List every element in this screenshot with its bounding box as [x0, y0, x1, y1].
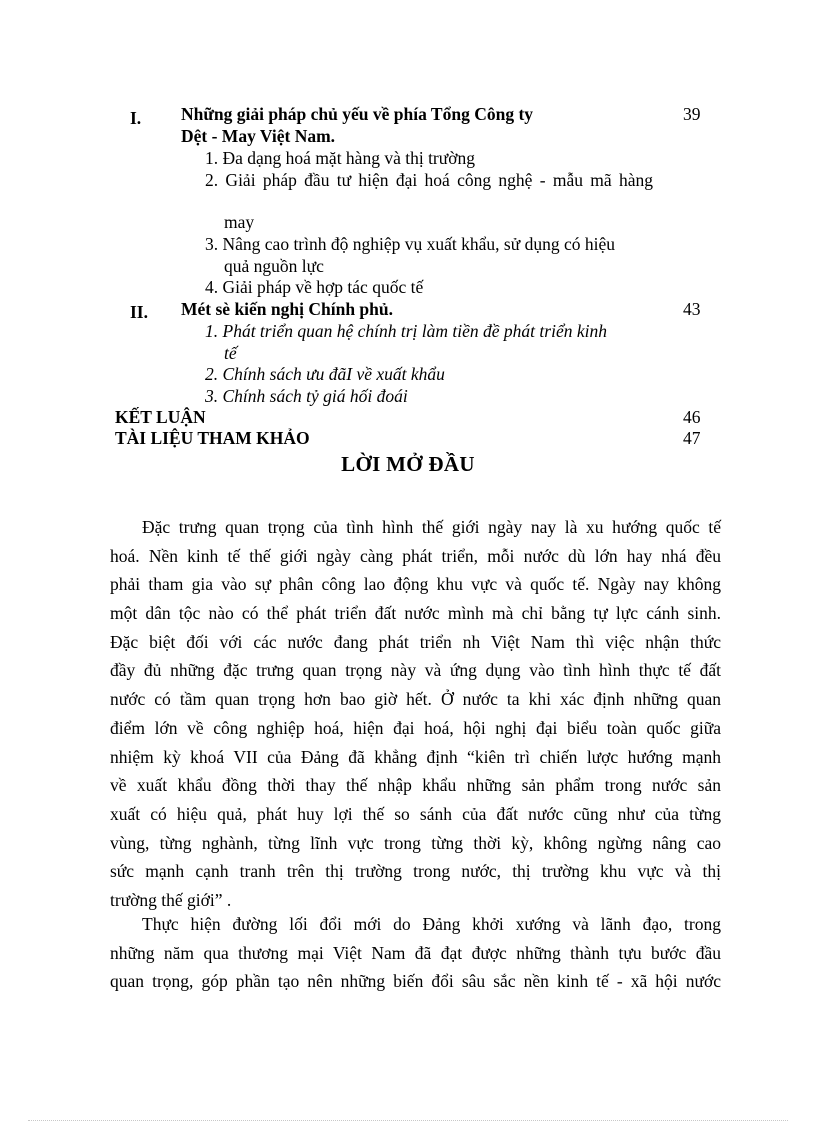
section-1-numeral: I. — [130, 108, 142, 128]
paragraph-line: sức mạnh cạnh tranh trên thị trường trong nước, thị trường khu vực và thị — [110, 861, 721, 882]
conclusion-label: KẾT LUẬN — [115, 407, 206, 427]
section-1-item-1: 1. Đa dạng hoá mặt hàng và thị trường — [205, 148, 475, 168]
section-1-page: 39 — [683, 104, 701, 124]
paragraph-line: điểm lớn về công nghiệp hoá, hiện đại hoá, hội nghị đại biểu toàn quốc giữa — [110, 717, 721, 738]
paragraph-line: về xuất khẩu đồng thời thay thế nhập khẩu những sản phẩm trong nước sản — [110, 775, 721, 796]
paragraph-line: những năm qua thương mại Việt Nam đã đạt được những thành tựu bước đầu — [110, 942, 721, 963]
references-label: TÀI LIỆU THAM KHẢO — [115, 428, 310, 448]
section-2-page: 43 — [683, 299, 701, 319]
section-1-item-2-cont: may — [224, 212, 255, 232]
section-1-item-2: 2. Giải pháp đầu tư hiện đại hoá công nghệ - mẫu mã hàng — [205, 170, 653, 190]
intro-title: LỜI MỞ ĐẦU — [341, 452, 475, 476]
paragraph-line: Thực hiện đường lối đổi mới do Đảng khởi xướng và lãnh đạo, trong — [142, 914, 721, 934]
paragraph-line: vùng, từng nghành, từng lĩnh vực trong từng thời kỳ, không ngừng nâng cao — [110, 832, 721, 853]
paragraph-line: Đặc biệt đối với các nước đang phát triển nh Việt Nam thì việc nhận thức — [110, 631, 721, 652]
paragraph-line: Đặc trưng quan trọng của tình hình thế giới ngày nay là xu hướng quốc tế — [142, 517, 721, 537]
section-1-item-3-cont: quả nguồn lực — [224, 256, 324, 276]
paragraph-line: trường thế giới” . — [110, 889, 232, 910]
section-2-item-1: 1. Phát triển quan hệ chính trị làm tiền đề phát triển kinh — [205, 321, 607, 341]
section-1-title-line-2: Dệt - May Việt Nam. — [181, 126, 336, 146]
section-2-item-1-cont: tế — [224, 343, 237, 363]
paragraph-line: hoá. Nền kinh tế thế giới ngày càng phát triển, mỗi nước dù lớn hay nhá đều — [110, 545, 721, 566]
section-2-numeral: II. — [130, 302, 148, 322]
intro-paragraph-2 — [110, 910, 721, 996]
section-1-item-4: 4. Giải pháp về hợp tác quốc tế — [205, 277, 424, 297]
paragraph-line: quan trọng, góp phần tạo nên những biến đổi sâu sắc nền kinh tế - xã hội nước — [110, 971, 721, 992]
section-2-item-3: 3. Chính sách tỷ giá hối đoái — [205, 386, 408, 406]
paragraph-line: một dân tộc nào có thể phát triển đất nước mình mà chỉ bằng tự lực cánh sinh. — [110, 603, 721, 624]
page-bottom-border — [28, 1120, 788, 1121]
conclusion-page: 46 — [683, 407, 701, 427]
paragraph-line: nước có tầm quan trọng hơn bao giờ hết. Ở nước ta khi xác định những quan — [110, 689, 721, 710]
references-page: 47 — [683, 428, 701, 448]
section-2-item-2: 2. Chính sách ưu đãI về xuất khẩu — [205, 364, 445, 384]
paragraph-line: đầy đủ những đặc trưng quan trọng này và ứng dụng vào tình hình thực tế đất — [110, 660, 721, 681]
intro-paragraph-1 — [110, 513, 721, 915]
paragraph-line: xuất có hiệu quả, phát huy lợi thế so sánh của đất nước cũng như của từng — [110, 803, 721, 824]
section-1-title-line-1: Những giải pháp chủ yếu về phía Tổng Công ty — [181, 104, 534, 124]
paragraph-line: nhiệm kỳ khoá VII của Đảng đã khẳng định “kiên trì chiến lược hướng mạnh — [110, 746, 721, 767]
section-1-item-3: 3. Nâng cao trình độ nghiệp vụ xuất khẩu, sử dụng có hiệu — [205, 234, 615, 254]
section-2-title: Mét sè kiến nghị Chính phủ. — [181, 299, 394, 319]
paragraph-line: phải tham gia vào sự phân công lao động khu vực và quốc tế. Ngày nay không — [110, 574, 721, 595]
